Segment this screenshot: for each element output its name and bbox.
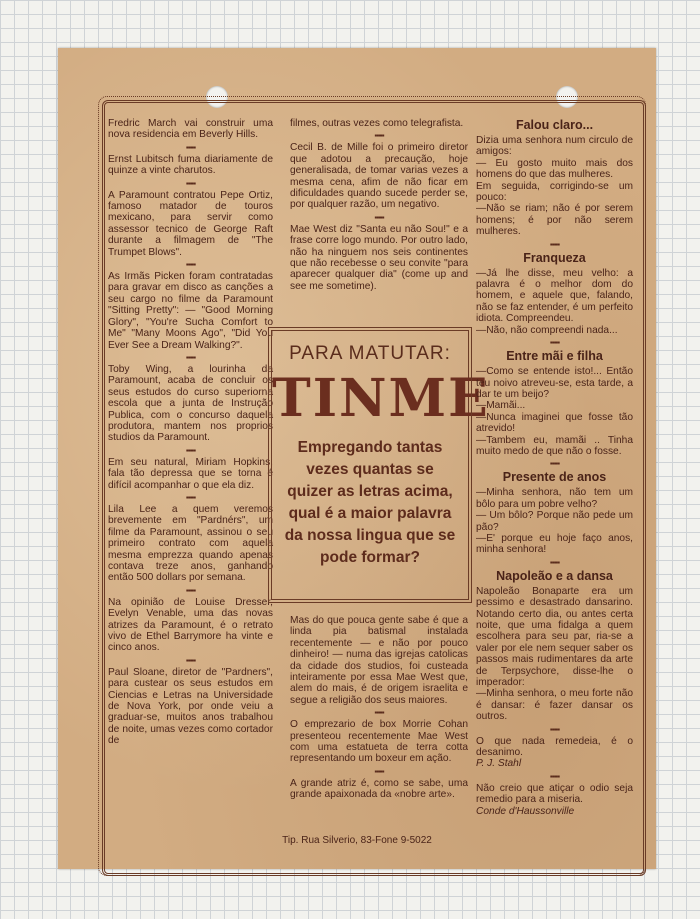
news-item: Cecil B. de Mille foi o primeiro diretor que adotou a precaução, hoje generalisada, de tomar varias vezes a mesma cena, afim de não ficar em dificuldades quando sucede perder se, por qualquer razão, um negativo. bbox=[290, 142, 468, 211]
story-line: —Nunca imaginei que fosse tão atrevido! bbox=[476, 411, 633, 435]
separator-dots bbox=[290, 211, 468, 224]
quote: O que nada remedeia, é o desanimo. bbox=[476, 735, 633, 759]
news-item: A grande atriz é, como se sabe, uma grande apaixonada da «nobre arte». bbox=[290, 777, 468, 801]
separator-dots bbox=[290, 706, 468, 719]
separator-dots bbox=[476, 238, 633, 251]
section-title-presente-de-anos: Presente de anos bbox=[502, 470, 607, 485]
separator-dots bbox=[476, 336, 633, 349]
news-item: Mas do que pouca gente sabe é que a linda pia batismal instalada recentemente — e não por pouco dinheiro! — numa das igrejas catolicas da cidade dos studios, foi custeada inteiramente por essa Mae West que, alem do mais, é de origem israelita e segue a religião dos seus maiores. bbox=[290, 615, 468, 706]
news-item: Toby Wing, a lourinha da Paramount, acaba de concluir os seus estudos do curso superiorna escola que a junta de Instrução Publica, com o concurso daquela produtora, mantem nos proprios studios da Paramount. bbox=[108, 363, 273, 444]
printer-imprint: Tip. Rua Silverio, 83-Fone 9-5022 bbox=[282, 835, 432, 846]
separator-dots bbox=[476, 723, 633, 736]
story-line: —Já lhe disse, meu velho: a palavra é o melhor dom do homem, e aquele que, falando, não se faz entender, é um perfeito idiota. Compreendeu. bbox=[476, 267, 633, 325]
section-title-franqueza: Franqueza bbox=[523, 250, 586, 265]
separator-dots bbox=[476, 457, 633, 470]
separator-dots bbox=[476, 556, 633, 569]
section-title-entre-mai-e-filha: Entre mãi e filha bbox=[506, 349, 603, 364]
newspaper-sheet bbox=[58, 48, 656, 869]
separator-dots bbox=[108, 491, 273, 504]
story-line: —Mamãi... bbox=[476, 400, 526, 412]
puzzle-word: TINME bbox=[272, 368, 490, 429]
separator-dots bbox=[476, 770, 633, 783]
story-line: —Tambem eu, mamãi .. Tinha muito medo de que não o fosse. bbox=[476, 434, 633, 457]
separator-dots bbox=[290, 129, 468, 142]
separator-dots bbox=[108, 654, 273, 667]
story-line: — Um bôlo? Porque não pede um pão? bbox=[476, 510, 633, 533]
story-line: —Não se riam; não é por serem homens; é por não serem mulheres. bbox=[476, 203, 633, 238]
news-item: O emprezario de box Morrie Cohan presenteou recentemente Mae West com uma estatueta de terra cotta representando um boxeur em ação. bbox=[290, 719, 468, 765]
news-item: Fredric March vai construir uma nova residencia em Beverly Hills. bbox=[108, 118, 273, 141]
news-item: Na opinião de Louise Dresser, Evelyn Venable, uma das novas atrizes da Paramount, é o retrato vivo de Ethel Barrymore ha vinte e cinco anos. bbox=[108, 596, 273, 654]
middle-column-bottom bbox=[290, 615, 468, 801]
right-column bbox=[476, 118, 633, 817]
separator-dots bbox=[108, 351, 273, 364]
story-line: —Minha senhora, não tem um bôlo para um pobre velho? bbox=[476, 487, 633, 510]
separator-dots bbox=[108, 177, 273, 190]
middle-column-top bbox=[290, 118, 468, 292]
story-line: —Como se entende isto!... Então teu noivo atreveu-se, esta tarde, a dar te um beijo? bbox=[476, 366, 633, 400]
story-line: —Minha senhora, o meu forte não é dansar: é fazer dansar os outros. bbox=[476, 688, 633, 723]
news-item: filmes, outras vezes como telegrafista. bbox=[290, 118, 464, 129]
puzzle-heading: PARA MATUTAR: bbox=[289, 343, 451, 364]
separator-dots bbox=[108, 258, 273, 271]
news-item: Ernst Lubitsch fuma diariamente de quinze a vinte charutos. bbox=[108, 153, 273, 177]
story-line: Dizia uma senhora num circulo de amigos: bbox=[476, 135, 633, 158]
news-item: A Paramount contratou Pepe Ortiz, famoso matador de touros mexicano, para servir como assessor tecnico de George Raft durante a filmagem de "The Trumpet Blows". bbox=[108, 189, 273, 258]
quote-author: P. J. Stahl bbox=[476, 758, 522, 770]
left-column bbox=[108, 118, 273, 747]
puzzle-question: Empregando tantas vezes quantas se quizer as letras acima, qual é a maior palavra da nossa lingua que se pode formar? bbox=[284, 439, 456, 566]
separator-dots bbox=[108, 444, 273, 457]
section-title-falou-claro: Falou claro... bbox=[515, 118, 594, 132]
news-item: As Irmãs Picken foram contratadas para gravar em disco as canções a seu cargo no filme da Paramount "Sitting Pretty": — "Good Morning Glory", "You're Sucha Comfort to Me" "Many Moons Ago", "Did You Ever See a Dream Walking?". bbox=[108, 271, 273, 351]
separator-dots bbox=[108, 141, 273, 154]
news-item: Lila Lee a quem veremos brevemente em "Pardnérs", um filme da Paramount, assinou o seu primeiro contrato com aquela mesma emprezza quando apenas contava treze anos, ganhando então 500 dollars por semana. bbox=[108, 503, 273, 584]
news-item: Mae West diz "Santa eu não Sou!" e a frase corre logo mundo. Por outro lado, não ha ninguem nos seis continentes que não recebesse o seu convite "para aparecer qualquer dia" (come up and see me sometime). bbox=[290, 223, 468, 292]
separator-dots bbox=[290, 765, 468, 778]
quote-author: Conde d'Haussonville bbox=[476, 805, 575, 817]
news-item: Em seu natural, Miriam Hopkins, fala tão depressa que se torna é difícil acompanhar o que ela diz. bbox=[108, 456, 273, 491]
section-title-napoleao: Napoleão e a dansa bbox=[496, 568, 613, 583]
quote: Não creio que atiçar o odio seja remedio para a miseria. bbox=[476, 782, 633, 806]
puzzle-box bbox=[271, 330, 490, 600]
story-line: Napoleão Bonaparte era um pessimo e desastrado dansarino. Notando certo dia, ou antes certa noite, que uma fidalga a quem escolhera para seu par, ria-se a valer por ele nem sequer saber os passos mais rudimentares da arte de Terpsychore, disse-lhe o imperador: bbox=[476, 585, 633, 689]
news-item: Paul Sloane, diretor de "Pardners", para custear os seus estudos em Ciencias e Letras na Universidade de Nova York, por onde veiu a graduar-se, muitos anos trabalhou de noite, umas vezes como cortador de bbox=[108, 666, 273, 747]
story-line: — Eu gosto muito mais dos homens do que das mulheres. bbox=[476, 157, 633, 181]
story-line: Em seguida, corrigindo-se um pouco: bbox=[476, 180, 633, 204]
separator-dots bbox=[108, 584, 273, 597]
story-line: —Não, não compreendi nada... bbox=[476, 324, 618, 336]
story-line: —E' porque eu hoje faço anos, minha senhora! bbox=[476, 532, 633, 556]
